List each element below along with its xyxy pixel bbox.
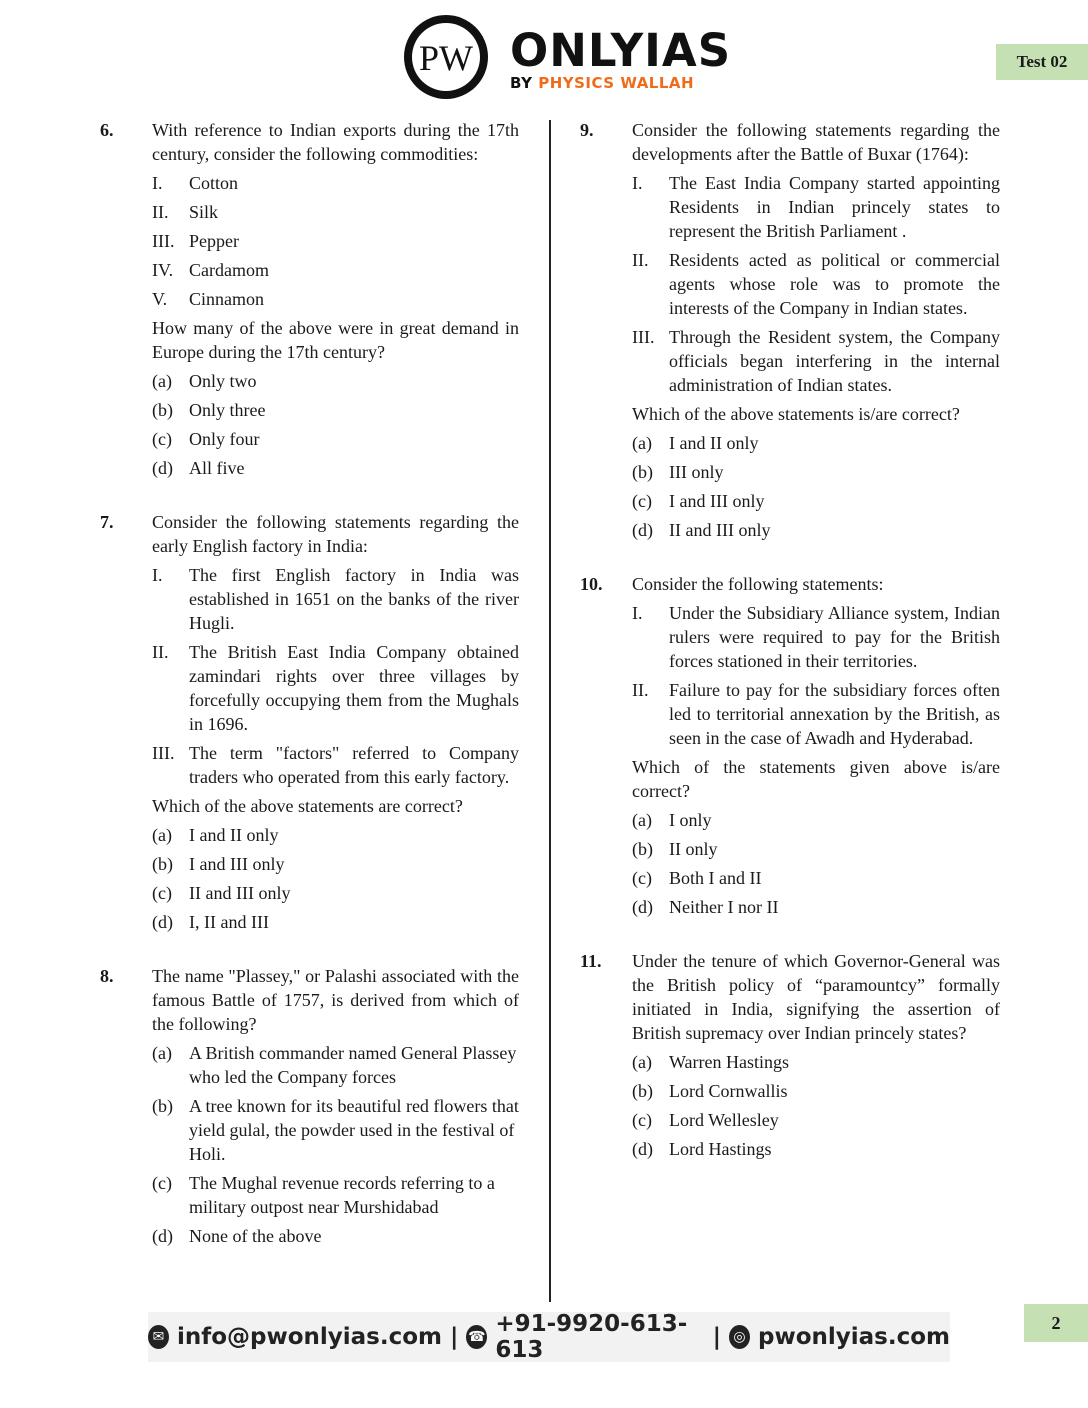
question-stem: Consider the following statements: [632,574,884,594]
statement-item [632,678,1000,750]
question-gap [580,547,1000,572]
brand-physics-wallah: PHYSICS WALLAH [538,74,695,92]
statement-item [152,741,519,789]
answer-option[interactable] [632,460,1000,484]
question-block [100,510,519,934]
option-text: A British commander named General Plassey who led the Company forces [189,1043,517,1087]
statement-text: Cotton [189,173,239,193]
statement-text: Under the Subsidiary Alliance system, Indian rulers were required to pay for the British forces stationed in their territories. [669,603,1000,671]
question-stem: Consider the following statements regarding the developments after the Battle of Buxar (1764): [632,120,1000,164]
answer-option[interactable] [632,1108,1000,1132]
statement-item [152,640,519,736]
left-column [100,118,519,1253]
answer-option[interactable] [632,431,1000,455]
right-column [580,118,1000,1166]
footer-email[interactable]: info@pwonlyias.com [176,1324,442,1350]
question-number: 6. [100,120,114,140]
question-stem: The name "Plassey," or Palashi associated with the famous Battle of 1757, is derived from which of the following? [152,966,519,1034]
answer-option[interactable] [632,837,1000,861]
question-gap [100,939,519,964]
answer-option[interactable] [632,489,1000,513]
question-number: 7. [100,512,114,532]
statement-text: Through the Resident system, the Company officials began interfering in the internal administration of Indian states. [669,327,1000,395]
statement-label: III. [152,743,175,763]
option-text: II and III only [669,520,771,540]
option-label: (a) [632,810,652,830]
option-label: (b) [632,839,653,859]
statement-text: The British East India Company obtained zamindari rights over three villages by forcefully occupying them from the Mughals in 1696. [189,642,519,734]
statement-text: The term "factors" referred to Company traders who operated from this early factory. [189,743,519,787]
statement-text: The East India Company started appointing Residents in Indian princely states to represent the British Parliament . [669,173,1000,241]
question-number: 10. [580,574,603,594]
question-block [580,949,1000,1161]
question-number: 11. [580,951,602,971]
statement-label: I. [152,565,163,585]
option-text: Lord Cornwallis [669,1081,788,1101]
answer-option[interactable] [152,1094,519,1166]
option-label: (a) [152,825,172,845]
statement-label: II. [632,680,649,700]
footer-phone[interactable]: +91-9920-613-613 [495,1311,688,1363]
answer-option[interactable] [152,456,519,480]
pw-logo-text: PW [419,38,473,78]
question-block [580,572,1000,919]
option-label: (d) [152,1226,173,1246]
option-text: Lord Wellesley [669,1110,779,1130]
statement-label: I. [632,603,643,623]
statement-text: The first English factory in India was established in 1651 on the banks of the river Hugli. [189,565,519,633]
statement-label: I. [152,173,163,193]
statement-item [632,601,1000,673]
question-stem: With reference to Indian exports during the 17th century, consider the following commodities: [152,120,519,164]
option-text: All five [189,458,245,478]
answer-option[interactable] [632,1137,1000,1161]
option-label: (d) [152,458,173,478]
statement-label: I. [632,173,643,193]
statement-item [152,287,519,311]
question-number: 9. [580,120,594,140]
option-label: (c) [152,883,172,903]
option-text: I, II and III [189,912,269,932]
option-label: (a) [152,1043,172,1063]
option-text: I and II only [189,825,279,845]
answer-option[interactable] [152,1224,519,1248]
brand-by: BY [510,74,533,92]
option-text: Neither I nor II [669,897,779,917]
statement-text: Residents acted as political or commercial agents whose role was to promote the interests of the Company in Indian states. [669,250,1000,318]
option-text: Lord Hastings [669,1139,772,1159]
option-text: None of the above [189,1226,322,1246]
column-divider [549,120,551,1302]
option-label: (d) [632,520,653,540]
page-header [0,0,1088,110]
question-stem: Consider the following statements regarding the early English factory in India: [152,512,519,556]
option-label: (b) [632,462,653,482]
footer-website[interactable]: pwonlyias.com [758,1324,950,1350]
statement-label: V. [152,289,168,309]
option-label: (c) [632,491,652,511]
option-text: Only four [189,429,260,449]
option-label: (d) [152,912,173,932]
answer-option[interactable] [632,808,1000,832]
question-block [580,118,1000,542]
option-text: Warren Hastings [669,1052,790,1072]
option-text: The Mughal revenue records referring to a military outpost near Murshidabad [189,1173,495,1217]
question-gap [580,924,1000,949]
option-text: I and II only [669,433,759,453]
option-text: II only [669,839,718,859]
question-gap [100,485,519,510]
option-text: II and III only [189,883,291,903]
test-label-badge: Test 02 [996,44,1088,80]
answer-option[interactable] [152,881,519,905]
option-label: (c) [632,868,652,888]
option-label: (c) [632,1110,652,1130]
answer-option[interactable] [632,1079,1000,1103]
answer-option[interactable] [152,427,519,451]
option-text: I only [669,810,712,830]
statement-item [152,171,519,195]
statement-text: Failure to pay for the subsidiary forces often led to territorial annexation by the British, as seen in the case of Awadh and Hyderabad. [669,680,1000,748]
statement-text: Pepper [189,231,239,251]
answer-option[interactable] [152,369,519,393]
globe-icon: ◎ [729,1325,750,1349]
footer-separator: | [712,1324,722,1350]
question-prompt: Which of the statements given above is/are correct? [632,757,1000,801]
statement-text: Cardamom [189,260,269,280]
brand [510,24,732,92]
footer-separator: | [450,1324,459,1350]
option-label: (a) [152,371,172,391]
option-text: III only [669,462,724,482]
answer-option[interactable] [152,1171,519,1219]
option-text: A tree known for its beautiful red flowers that yield gulal, the powder used in the festival of Holi. [189,1096,519,1164]
email-icon: ✉ [148,1325,169,1349]
statement-item [152,200,519,224]
option-label: (a) [632,433,652,453]
question-block [100,964,519,1248]
option-label: (b) [152,854,173,874]
statement-label: III. [632,327,655,347]
statement-item [152,229,519,253]
answer-option[interactable] [152,398,519,422]
option-text: I and III only [189,854,285,874]
statement-item [632,171,1000,243]
statement-label: II. [632,250,649,270]
option-text: Only three [189,400,266,420]
question-block [100,118,519,480]
answer-option[interactable] [152,852,519,876]
question-prompt: How many of the above were in great demand in Europe during the 17th century? [152,318,519,362]
option-label: (c) [152,1173,172,1193]
answer-option[interactable] [632,866,1000,890]
answer-option[interactable] [152,823,519,847]
statement-label: II. [152,642,169,662]
option-label: (d) [632,1139,653,1159]
option-text: Both I and II [669,868,762,888]
page-number-badge: 2 [1024,1304,1088,1342]
statement-item [632,248,1000,320]
statement-item [152,563,519,635]
statement-label: III. [152,231,175,251]
statement-text: Cinnamon [189,289,264,309]
statement-label: IV. [152,260,174,280]
option-text: I and III only [669,491,765,511]
statement-item [152,258,519,282]
option-label: (c) [152,429,172,449]
question-prompt: Which of the above statements are correct? [152,796,463,816]
option-label: (b) [152,400,173,420]
answer-option[interactable] [152,1041,519,1089]
page-footer [148,1312,950,1362]
option-label: (b) [152,1096,173,1116]
statement-label: II. [152,202,169,222]
brand-name: ONLYIAS [510,24,732,77]
answer-option[interactable] [632,895,1000,919]
phone-icon: ☎ [466,1325,487,1349]
option-label: (b) [632,1081,653,1101]
option-text: Only two [189,371,257,391]
question-stem: Under the tenure of which Governor-General was the British policy of “paramountcy” formally initiated in India, signifying the assertion of British supremacy over Indian princely states? [632,951,1000,1043]
statement-item [632,325,1000,397]
option-label: (d) [632,897,653,917]
option-label: (a) [632,1052,652,1072]
answer-option[interactable] [632,518,1000,542]
statement-text: Silk [189,202,219,222]
question-number: 8. [100,966,114,986]
answer-option[interactable] [152,910,519,934]
pw-logo-icon [403,14,489,100]
question-prompt: Which of the above statements is/are correct? [632,404,960,424]
answer-option[interactable] [632,1050,1000,1074]
